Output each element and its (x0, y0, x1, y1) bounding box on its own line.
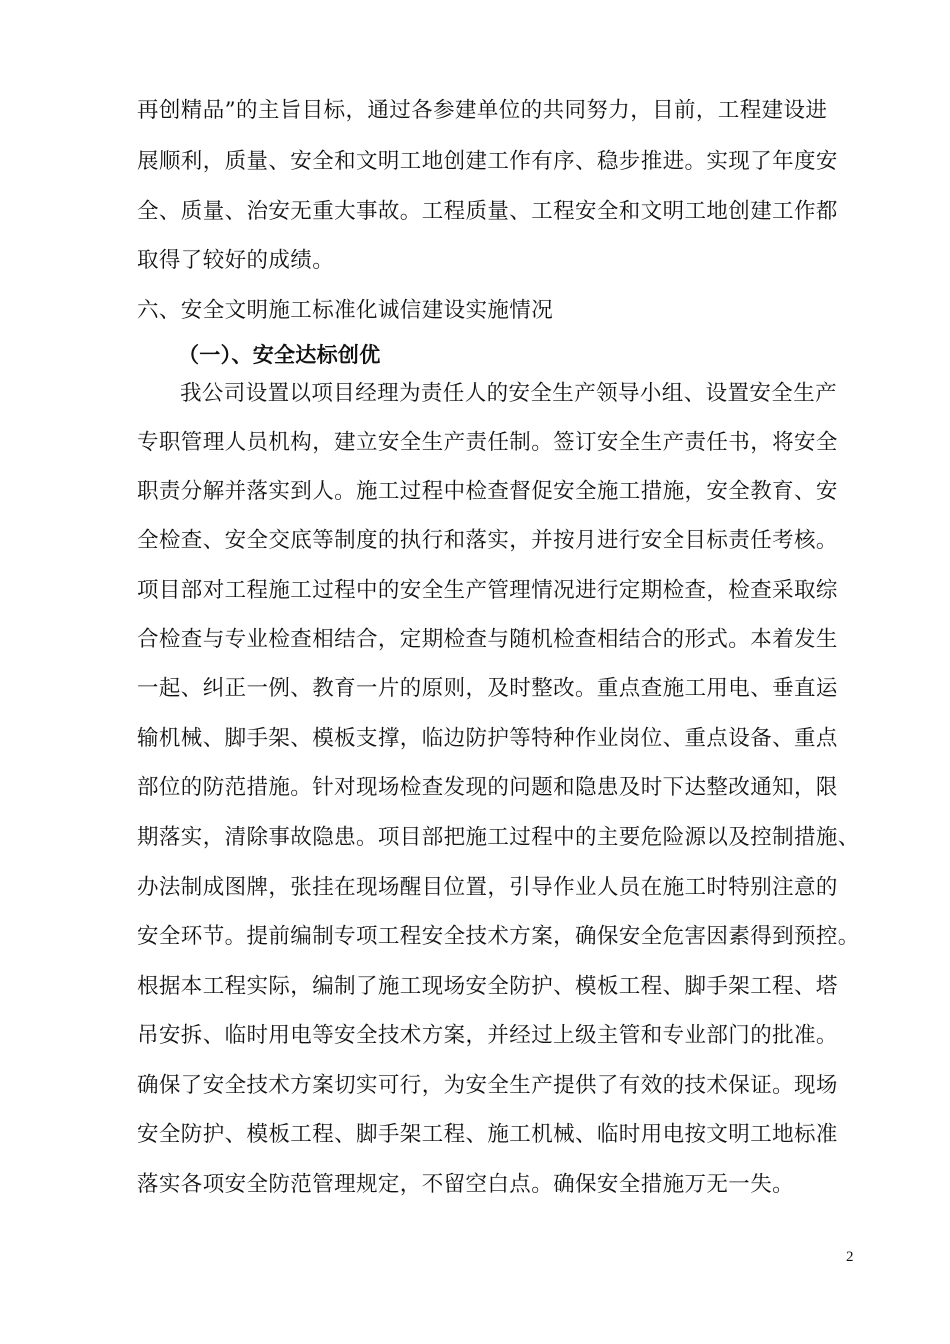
paragraph-line: 安全环节。提前编制专项工程安全技术方案，确保安全危害因素得到预控。 (137, 924, 860, 949)
paragraph-line: 落实各项安全防范管理规定，不留空白点。确保安全措施万无一失。 (137, 1172, 795, 1197)
paragraph-line: 确保了安全技术方案切实可行，为安全生产提供了有效的技术保证。现场 (137, 1073, 838, 1098)
paragraph-line: 项目部对工程施工过程中的安全生产管理情况进行定期检查，检查采取综 (137, 578, 838, 603)
paragraph-line: 我公司设置以项目经理为责任人的安全生产领导小组、设置安全生产 (180, 381, 838, 406)
section-heading: 六、安全文明施工标准化诚信建设实施情况 (137, 298, 554, 323)
paragraph-line: 全检查、安全交底等制度的执行和落实，并按月进行安全目标责任考核。 (137, 528, 838, 553)
paragraph-line: 一起、纠正一例、教育一片的原则，及时整改。重点查施工用电、垂直运 (137, 676, 838, 701)
page-number: 2 (846, 1249, 854, 1265)
paragraph-line: 根据本工程实际，编制了施工现场安全防护、模板工程、脚手架工程、塔 (137, 974, 838, 999)
paragraph-line: 展顺利，质量、安全和文明工地创建工作有序、稳步推进。实现了年度安 (137, 149, 838, 174)
paragraph-line: 合检查与专业检查相结合，定期检查与随机检查相结合的形式。本着发生 (137, 627, 838, 652)
paragraph-line: 吊安拆、临时用电等安全技术方案，并经过上级主管和专业部门的批准。 (137, 1023, 838, 1048)
paragraph-line: 输机械、脚手架、模板支撑，临边防护等特种作业岗位、重点设备、重点 (137, 726, 838, 751)
paragraph-line: 取得了较好的成绩。 (137, 248, 335, 273)
paragraph-line: 全、质量、治安无重大事故。工程质量、工程安全和文明工地创建工作都 (137, 199, 838, 224)
paragraph-line: 办法制成图牌，张挂在现场醒目位置，引导作业人员在施工时特别注意的 (137, 875, 838, 900)
paragraph-line: 安全防护、模板工程、脚手架工程、施工机械、临时用电按文明工地标准 (137, 1122, 838, 1147)
paragraph-line: 部位的防范措施。针对现场检查发现的问题和隐患及时下达整改通知，限 (137, 775, 838, 800)
subsection-heading: （一）、安全达标创优 (178, 343, 381, 367)
paragraph-line: 职责分解并落实到人。施工过程中检查督促安全施工措施，安全教育、安 (137, 479, 838, 504)
paragraph-line: 专职管理人员机构，建立安全生产责任制。签订安全生产责任书，将安全 (137, 430, 838, 455)
paragraph-line: 再创精品”的主旨目标，通过各参建单位的共同努力，目前，工程建设进 (137, 98, 828, 123)
paragraph-line: 期落实，清除事故隐患。项目部把施工过程中的主要危险源以及控制措施、 (137, 825, 860, 850)
